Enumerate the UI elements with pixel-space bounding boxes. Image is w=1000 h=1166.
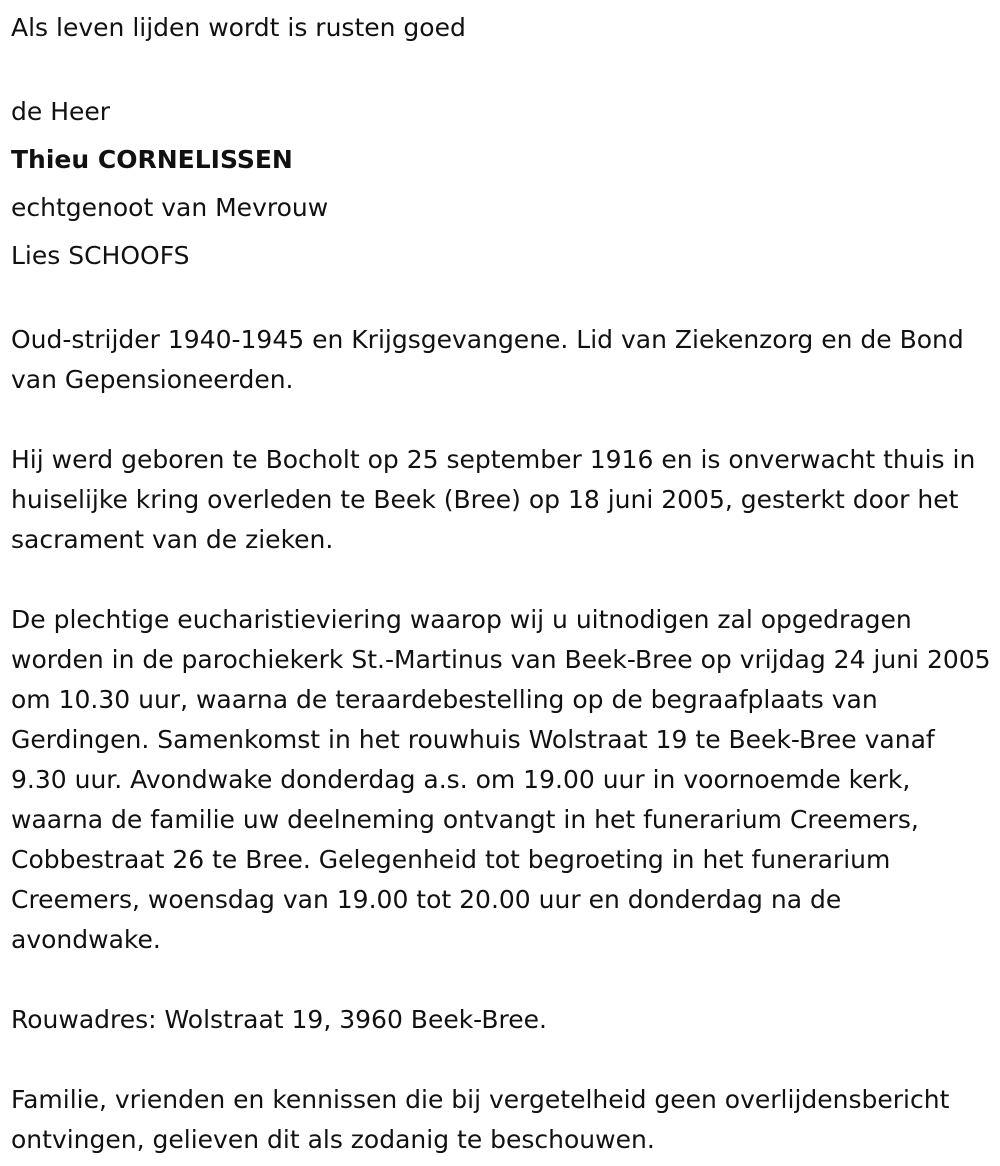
title-prefix: de Heer bbox=[11, 97, 111, 126]
ceremony-paragraph: De plechtige eucharistieviering waarop wij u uitnodigen zal opgedragen worden in de parochiekerk St.-Martinus van Beek-Bree op vrijdag 24 juni 2005 om 10.30 uur, waarna de teraardebestelling op de begraafplaats van Gerdingen. Samenkomst in het rouwhuis Wolstraat 19 te Beek-Bree vanaf 9.30 uur. Avondwake donderdag a.s. om 19.00 uur in voornoemde kerk, waarna de familie uw deelneming ontvangt in het funerarium Creemers, Cobbestraat 26 te Bree. Gelegenheid tot begroeting in het funerarium Creemers, woensdag van 19.00 tot 20.00 uur en donderdag na de avondwake. bbox=[11, 605, 991, 954]
deceased-name: Thieu CORNELISSEN bbox=[11, 145, 293, 174]
spouse-name: Lies SCHOOFS bbox=[11, 241, 190, 270]
biography-paragraph: Oud-strijder 1940-1945 en Krijgsgevangene. Lid van Ziekenzorg en de Bond van Gepensioneerden. bbox=[11, 325, 964, 394]
mourning-address: Rouwadres: Wolstraat 19, 3960 Beek-Bree. bbox=[11, 1005, 547, 1034]
birth-death-paragraph: Hij werd geboren te Bocholt op 25 september 1916 en is onverwacht thuis in huiselijke kring overleden te Beek (Bree) op 18 juni 2005, gesterkt door het sacrament van de zieken. bbox=[11, 445, 976, 554]
spouse-label: echtgenoot van Mevrouw bbox=[11, 193, 329, 222]
motto: Als leven lijden wordt is rusten goed bbox=[11, 13, 466, 42]
closing-paragraph: Familie, vrienden en kennissen die bij vergetelheid geen overlijdensbericht ontvingen, gelieven dit als zodanig te beschouwen. bbox=[11, 1085, 950, 1154]
